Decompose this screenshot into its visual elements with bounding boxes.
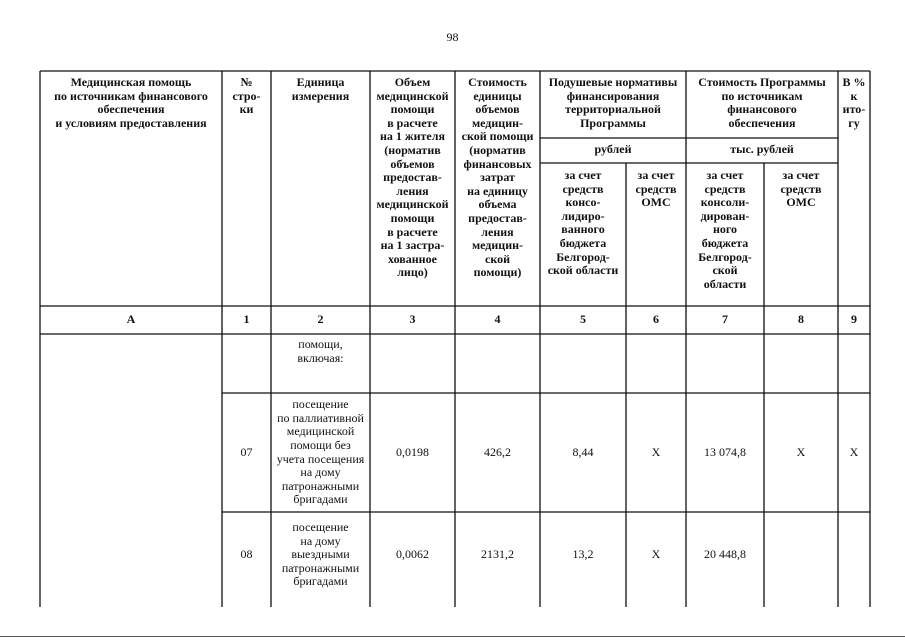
header-care-type: Медицинская помощь по источникам финансового обеспечения и условиям предоставления: [54, 75, 208, 130]
table-row-line-number: 07: [240, 444, 253, 459]
header-program-oms: за счет средств ОМС: [780, 168, 822, 210]
page-number: 98: [446, 30, 459, 44]
header-program-cost: Стоимость Программы по источникам финансового обеспечения: [698, 75, 826, 130]
header-program-budget: за счет средств консоли- дирован- ного бюджета Белгород- ской области: [698, 168, 752, 291]
table-row-per-capita-budget: 13,2: [572, 547, 594, 562]
table-row-unit-cost: 2131,2: [481, 547, 514, 562]
table-row-percent: X: [849, 444, 859, 459]
header-line-number: № стро- ки: [232, 75, 261, 117]
col-number-6: 6: [653, 312, 659, 327]
table-row-line-number: 08: [240, 547, 253, 562]
col-number-8: 8: [798, 312, 804, 327]
table-row-unit: посещение на дому выездными патронажными бригадами: [281, 520, 360, 589]
header-unit-rubles: рублей: [594, 142, 632, 156]
col-number-3: 3: [409, 312, 416, 327]
header-unit-thousand-rubles: тыс. рублей: [730, 142, 794, 156]
table-row-unit: помощи, включая:: [297, 337, 344, 365]
col-number-a: А: [126, 312, 136, 327]
header-per-capita-norms: Подушевые нормативы финансирования территориальной Программы: [548, 75, 678, 130]
col-number-4: 4: [494, 312, 501, 327]
table-row-program-oms: X: [796, 444, 806, 459]
table-row-percent: [838, 512, 870, 598]
col-number-7: 7: [722, 312, 728, 327]
table-row-unit-cost: 426,2: [484, 444, 511, 459]
header-unit-cost: Стоимость единицы объемов медицин- ской помощи (норматив финансовых затрат на единицу объема предостав- ления медицин- ской помощи): [461, 75, 534, 280]
table-row-per-capita-oms: X: [651, 444, 661, 459]
header-volume: Объем медицинской помощи в расчете на 1 жителя (норматив объемов предостав- ления медицинской помощи в расчете на 1 застра- хованное лицо): [376, 75, 449, 280]
table-row-volume: 0,0198: [396, 444, 429, 459]
header-unit: Единица измерения: [291, 75, 350, 103]
col-number-5: 5: [580, 312, 586, 327]
header-percent-total: В % к ито- гу: [842, 75, 866, 130]
col-number-1: 1: [243, 312, 250, 327]
table-row-per-capita-budget: 8,44: [572, 444, 594, 459]
col-number-9: 9: [851, 312, 857, 327]
header-per-capita-budget: за счет средств консо- лидиро- ванного бюджета Белгород- ской области: [547, 168, 619, 278]
table-row-program-budget: 13 074,8: [704, 444, 746, 459]
table-row-volume: 0,0062: [396, 547, 429, 562]
table-row-program-budget: 20 448,8: [704, 547, 746, 562]
table-row-program-oms: [764, 512, 838, 598]
table-row-unit: посещение по паллиативной медицинской помощи без учета посещения на дому патронажными бригадами: [276, 397, 365, 507]
table-row-per-capita-oms: X: [651, 547, 661, 562]
header-per-capita-oms: за счет средств ОМС: [635, 168, 677, 210]
scan-edge-line: [0, 636, 905, 637]
col-number-2: 2: [317, 312, 324, 327]
